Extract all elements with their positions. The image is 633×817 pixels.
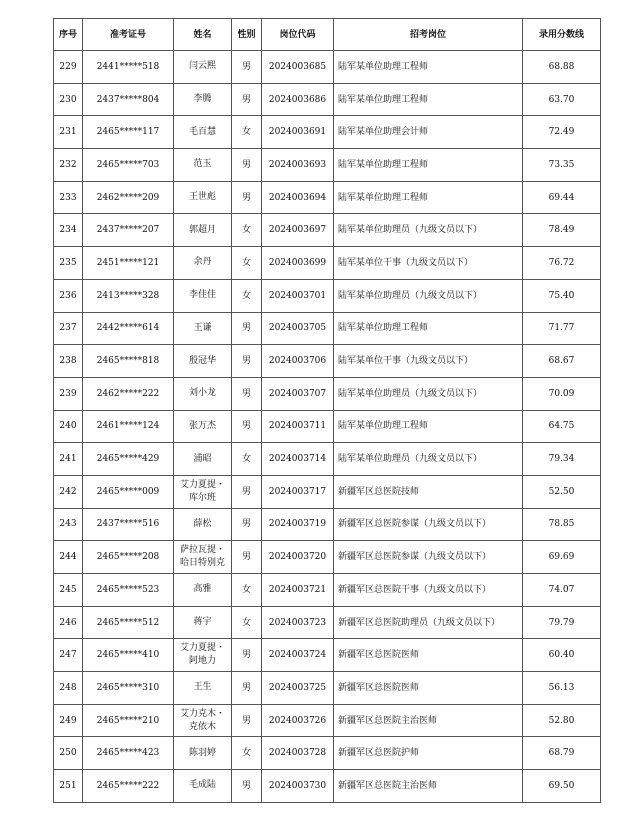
name-cell: 殷冠华 <box>174 345 232 378</box>
score-cell: 70.09 <box>523 377 601 410</box>
score-cell: 75.40 <box>523 279 601 312</box>
score-cell: 74.07 <box>523 574 601 607</box>
post-code-cell: 2024003726 <box>262 704 334 737</box>
header-post-code: 岗位代码 <box>262 19 334 51</box>
exam-id-cell: 2465*****512 <box>83 606 174 639</box>
table-row <box>54 475 601 508</box>
name-cell: 蒋宇 <box>174 606 232 639</box>
name-cell: 闫云熙 <box>174 51 232 84</box>
score-cell: 69.44 <box>523 181 601 214</box>
exam-id-cell: 2465*****410 <box>83 639 174 672</box>
post-cell: 陆军某单位助理员（九级文员以下） <box>334 214 523 247</box>
name-cell: 余丹 <box>174 247 232 280</box>
serial-cell: 238 <box>54 345 83 378</box>
exam-id-cell: 2465*****423 <box>83 737 174 770</box>
table-row <box>54 443 601 476</box>
serial-cell: 245 <box>54 574 83 607</box>
score-cell: 79.34 <box>523 443 601 476</box>
name-cell: 王世彪 <box>174 181 232 214</box>
post-cell: 新疆军区总医院助理员（九级文员以下） <box>334 606 523 639</box>
exam-id-cell: 2465*****208 <box>83 541 174 574</box>
serial-cell: 244 <box>54 541 83 574</box>
table-row <box>54 247 601 280</box>
serial-cell: 247 <box>54 639 83 672</box>
exam-id-cell: 2465*****222 <box>83 770 174 803</box>
header-serial: 序号 <box>54 19 83 51</box>
gender-cell: 女 <box>232 606 262 639</box>
post-cell: 陆军某单位助理工程师 <box>334 83 523 116</box>
serial-cell: 231 <box>54 116 83 149</box>
table-row <box>54 83 601 116</box>
gender-cell: 女 <box>232 574 262 607</box>
post-cell: 陆军某单位助理工程师 <box>334 410 523 443</box>
post-code-cell: 2024003686 <box>262 83 334 116</box>
table-row <box>54 639 601 672</box>
serial-cell: 230 <box>54 83 83 116</box>
post-cell: 陆军某单位助理工程师 <box>334 149 523 182</box>
serial-cell: 236 <box>54 279 83 312</box>
post-code-cell: 2024003693 <box>262 149 334 182</box>
name-cell: 毛百慧 <box>174 116 232 149</box>
score-cell: 78.85 <box>523 508 601 541</box>
post-cell: 新疆军区总医院干事（九级文员以下） <box>334 574 523 607</box>
exam-id-cell: 2465*****210 <box>83 704 174 737</box>
gender-cell: 女 <box>232 443 262 476</box>
score-cell: 52.50 <box>523 475 601 508</box>
post-cell: 陆军某单位助理会计师 <box>334 116 523 149</box>
score-cell: 79.79 <box>523 606 601 639</box>
table-row <box>54 51 601 84</box>
gender-cell: 女 <box>232 247 262 280</box>
post-cell: 陆军某单位助理工程师 <box>334 51 523 84</box>
name-cell: 艾力夏提・ 阿地力 <box>174 639 232 672</box>
gender-cell: 男 <box>232 508 262 541</box>
post-code-cell: 2024003691 <box>262 116 334 149</box>
post-cell: 陆军某单位干事（九级文员以下） <box>334 247 523 280</box>
serial-cell: 232 <box>54 149 83 182</box>
name-cell: 毛成陆 <box>174 770 232 803</box>
post-code-cell: 2024003730 <box>262 770 334 803</box>
exam-id-cell: 2437*****804 <box>83 83 174 116</box>
gender-cell: 男 <box>232 475 262 508</box>
serial-cell: 237 <box>54 312 83 345</box>
exam-id-cell: 2437*****516 <box>83 508 174 541</box>
serial-cell: 249 <box>54 704 83 737</box>
score-cell: 68.88 <box>523 51 601 84</box>
serial-cell: 243 <box>54 508 83 541</box>
gender-cell: 女 <box>232 116 262 149</box>
post-cell: 新疆军区总医院医师 <box>334 639 523 672</box>
post-code-cell: 2024003714 <box>262 443 334 476</box>
gender-cell: 男 <box>232 410 262 443</box>
name-cell: 萨拉瓦提・ 哈日特别克 <box>174 541 232 574</box>
score-cell: 68.67 <box>523 345 601 378</box>
serial-cell: 250 <box>54 737 83 770</box>
table-row <box>54 214 601 247</box>
exam-id-cell: 2461*****124 <box>83 410 174 443</box>
name-cell: 王生 <box>174 672 232 705</box>
score-cell: 64.75 <box>523 410 601 443</box>
gender-cell: 男 <box>232 312 262 345</box>
name-cell: 张万杰 <box>174 410 232 443</box>
serial-cell: 240 <box>54 410 83 443</box>
header-post: 招考岗位 <box>334 19 523 51</box>
table-row <box>54 606 601 639</box>
name-cell: 李腾 <box>174 83 232 116</box>
name-cell: 郭超月 <box>174 214 232 247</box>
gender-cell: 男 <box>232 639 262 672</box>
post-code-cell: 2024003720 <box>262 541 334 574</box>
results-table <box>53 18 601 803</box>
score-cell: 56.13 <box>523 672 601 705</box>
table-row <box>54 377 601 410</box>
serial-cell: 229 <box>54 51 83 84</box>
post-code-cell: 2024003694 <box>262 181 334 214</box>
serial-cell: 239 <box>54 377 83 410</box>
header-name: 姓名 <box>174 19 232 51</box>
name-cell: 陈羽婷 <box>174 737 232 770</box>
post-cell: 新疆军区总医院参谋（九级文员以下） <box>334 541 523 574</box>
score-cell: 69.69 <box>523 541 601 574</box>
post-code-cell: 2024003711 <box>262 410 334 443</box>
table-row <box>54 704 601 737</box>
name-cell: 高雅 <box>174 574 232 607</box>
exam-id-cell: 2413*****328 <box>83 279 174 312</box>
post-cell: 陆军某单位助理工程师 <box>334 312 523 345</box>
serial-cell: 233 <box>54 181 83 214</box>
table-row <box>54 181 601 214</box>
gender-cell: 女 <box>232 737 262 770</box>
table-header-row <box>54 19 601 51</box>
score-cell: 69.50 <box>523 770 601 803</box>
table-row <box>54 672 601 705</box>
post-code-cell: 2024003697 <box>262 214 334 247</box>
table-row <box>54 312 601 345</box>
score-cell: 52.80 <box>523 704 601 737</box>
post-code-cell: 2024003705 <box>262 312 334 345</box>
serial-cell: 246 <box>54 606 83 639</box>
post-code-cell: 2024003706 <box>262 345 334 378</box>
gender-cell: 男 <box>232 181 262 214</box>
score-cell: 78.49 <box>523 214 601 247</box>
serial-cell: 234 <box>54 214 83 247</box>
gender-cell: 男 <box>232 149 262 182</box>
post-cell: 新疆军区总医院医师 <box>334 672 523 705</box>
serial-cell: 251 <box>54 770 83 803</box>
exam-id-cell: 2465*****523 <box>83 574 174 607</box>
score-cell: 71.77 <box>523 312 601 345</box>
table-row <box>54 345 601 378</box>
post-code-cell: 2024003723 <box>262 606 334 639</box>
post-code-cell: 2024003724 <box>262 639 334 672</box>
exam-id-cell: 2442*****614 <box>83 312 174 345</box>
score-cell: 76.72 <box>523 247 601 280</box>
post-code-cell: 2024003707 <box>262 377 334 410</box>
name-cell: 范玉 <box>174 149 232 182</box>
post-code-cell: 2024003699 <box>262 247 334 280</box>
name-cell: 浦昭 <box>174 443 232 476</box>
exam-id-cell: 2465*****818 <box>83 345 174 378</box>
header-score: 录用分数线 <box>523 19 601 51</box>
gender-cell: 男 <box>232 704 262 737</box>
gender-cell: 男 <box>232 51 262 84</box>
exam-id-cell: 2465*****429 <box>83 443 174 476</box>
gender-cell: 女 <box>232 214 262 247</box>
table-row <box>54 541 601 574</box>
gender-cell: 男 <box>232 541 262 574</box>
gender-cell: 男 <box>232 672 262 705</box>
post-cell: 陆军某单位助理工程师 <box>334 181 523 214</box>
post-cell: 陆军某单位助理员（九级文员以下） <box>334 279 523 312</box>
name-cell: 艾力克木・ 克依木 <box>174 704 232 737</box>
exam-id-cell: 2451*****121 <box>83 247 174 280</box>
post-code-cell: 2024003717 <box>262 475 334 508</box>
exam-id-cell: 2441*****518 <box>83 51 174 84</box>
exam-id-cell: 2462*****222 <box>83 377 174 410</box>
exam-id-cell: 2465*****310 <box>83 672 174 705</box>
name-cell: 王谦 <box>174 312 232 345</box>
table-row <box>54 574 601 607</box>
post-cell: 新疆军区总医院主治医师 <box>334 770 523 803</box>
score-cell: 63.70 <box>523 83 601 116</box>
post-cell: 新疆军区总医院护师 <box>334 737 523 770</box>
post-cell: 新疆军区总医院主治医师 <box>334 704 523 737</box>
name-cell: 薛松 <box>174 508 232 541</box>
score-cell: 60.40 <box>523 639 601 672</box>
post-code-cell: 2024003701 <box>262 279 334 312</box>
table-row <box>54 737 601 770</box>
score-cell: 68.79 <box>523 737 601 770</box>
score-cell: 72.49 <box>523 116 601 149</box>
serial-cell: 235 <box>54 247 83 280</box>
name-cell: 李佳佳 <box>174 279 232 312</box>
gender-cell: 男 <box>232 770 262 803</box>
exam-id-cell: 2465*****703 <box>83 149 174 182</box>
header-exam-id: 准考证号 <box>83 19 174 51</box>
name-cell: 刘小龙 <box>174 377 232 410</box>
post-code-cell: 2024003721 <box>262 574 334 607</box>
table-row <box>54 770 601 803</box>
table-row <box>54 279 601 312</box>
table-row <box>54 508 601 541</box>
post-code-cell: 2024003728 <box>262 737 334 770</box>
gender-cell: 男 <box>232 83 262 116</box>
post-cell: 陆军某单位干事（九级文员以下） <box>334 345 523 378</box>
exam-id-cell: 2465*****117 <box>83 116 174 149</box>
gender-cell: 男 <box>232 345 262 378</box>
header-gender: 性别 <box>232 19 262 51</box>
exam-id-cell: 2462*****209 <box>83 181 174 214</box>
exam-id-cell: 2465*****009 <box>83 475 174 508</box>
serial-cell: 241 <box>54 443 83 476</box>
serial-cell: 242 <box>54 475 83 508</box>
post-cell: 新疆军区总医院参谋（九级文员以下） <box>334 508 523 541</box>
exam-id-cell: 2437*****207 <box>83 214 174 247</box>
post-cell: 新疆军区总医院技师 <box>334 475 523 508</box>
gender-cell: 女 <box>232 279 262 312</box>
table-row <box>54 116 601 149</box>
post-code-cell: 2024003719 <box>262 508 334 541</box>
name-cell: 艾力夏提・ 库尔班 <box>174 475 232 508</box>
post-cell: 陆军某单位助理员（九级文员以下） <box>334 377 523 410</box>
table-row <box>54 410 601 443</box>
table-row <box>54 149 601 182</box>
post-cell: 陆军某单位助理员（九级文员以下） <box>334 443 523 476</box>
score-cell: 73.35 <box>523 149 601 182</box>
serial-cell: 248 <box>54 672 83 705</box>
post-code-cell: 2024003725 <box>262 672 334 705</box>
gender-cell: 男 <box>232 377 262 410</box>
post-code-cell: 2024003685 <box>262 51 334 84</box>
